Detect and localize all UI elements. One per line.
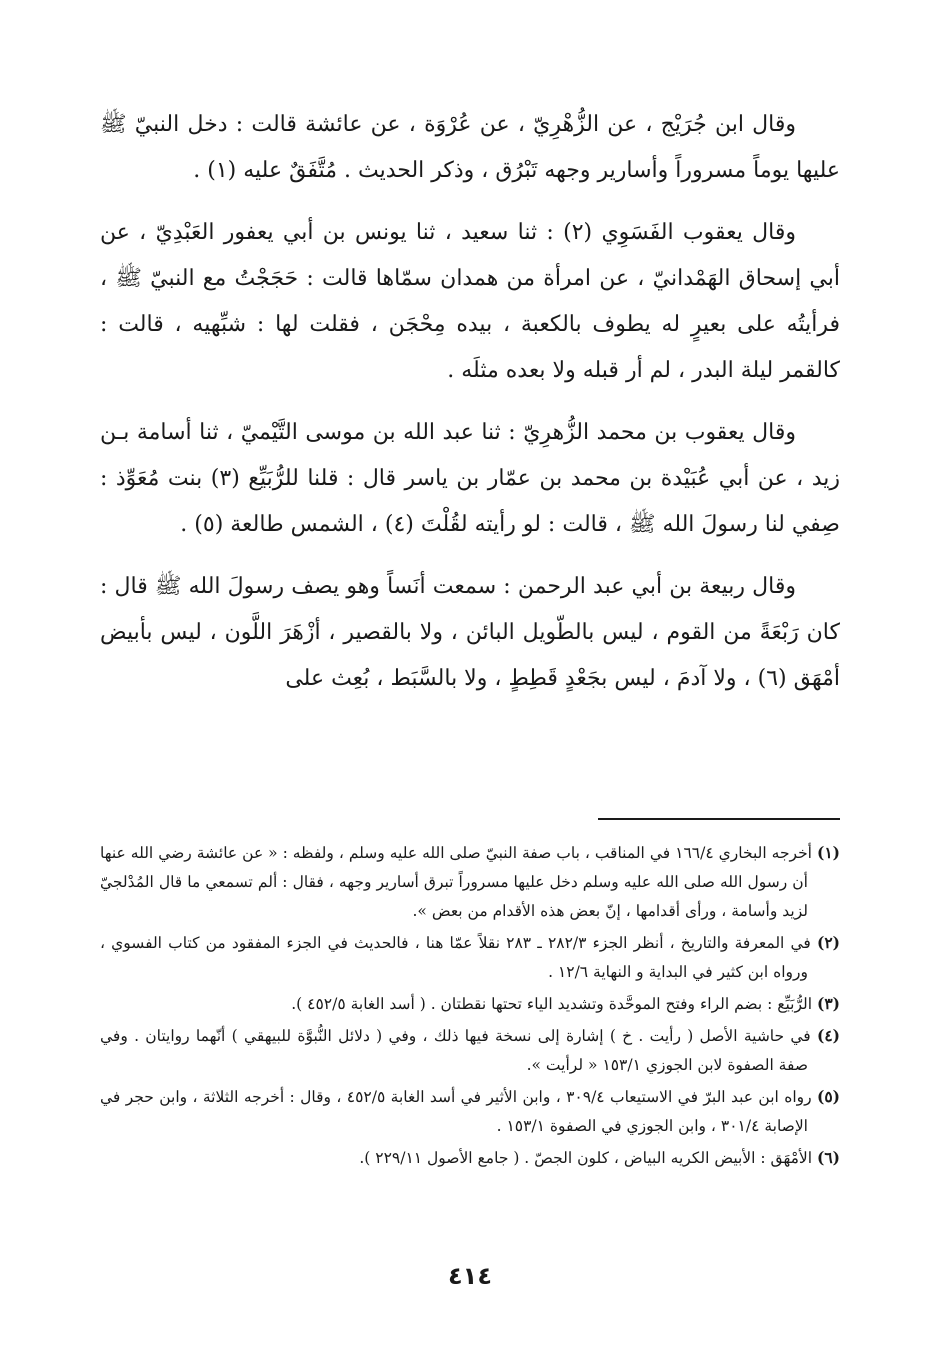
footnote-text: رواه ابن عبد البرّ في الاستيعاب ٣٠٩/٤ ، وابن الأثير في أسد الغابة ٤٥٢/٥ ، وقال : أخرجه الثلاثة ، وابن حجر في الإصابة ٣٠١/٤ ، وابن الجوزي في الصفوة ١٥٣/١ . bbox=[100, 1088, 812, 1135]
page-number: ٤١٤ bbox=[448, 1262, 492, 1290]
footnote-4 bbox=[100, 1021, 840, 1080]
footnote-text: في حاشية الأصل ( رأيت . خ ) إشارة إلى نسخة فيها ذلك ، وفي ( دلائل النُّبوَّة للبيهقي ) أنّهما روايتان . وفي صفة الصفوة لابن الجوزي ١٥٣/١ « لرأيت ». bbox=[100, 1027, 811, 1074]
footnote-number: (٥) bbox=[816, 1087, 840, 1106]
footnote-2 bbox=[100, 928, 840, 987]
footnote-number: (١) bbox=[816, 843, 840, 862]
footnote-text: في المعرفة والتاريخ ، أنظر الجزء ٢٨٢/٣ ـ ٢٨٣ نقلاً عمّا هنا ، فالحديث في الجزء المفقود من كتاب الفسوي ، ورواه ابن كثير في البداية و النهاية ١٢/٦ . bbox=[100, 934, 811, 981]
footnote-1 bbox=[100, 838, 840, 926]
paragraph-2: وقال يعقوب الفَسَوِي (٢) : ثنا سعيد ، ثنا يونس بن أبي يعفور العَبْدِيّ ، عن أبي إسحاق الهَمْدانيّ ، عن امرأة من همدان سمّاها قالت : حَجَجْتُ مع النبيّ ﷺ ، فرأيتُه على بعيرٍ له يطوف بالكعبة ، بيده مِحْجَن ، فقلت لها : شبِّهيه ، قالت : كالقمر ليلة البدر ، لم أر قبله ولا بعده مثلَه . bbox=[100, 220, 840, 383]
footnote-number: (٣) bbox=[816, 994, 840, 1013]
main-text bbox=[100, 102, 840, 702]
footnote-6 bbox=[100, 1143, 840, 1173]
paragraph-1: وقال ابن جُرَيْج ، عن الزُّهْرِيّ ، عن عُرْوَة ، عن عائشة قالت : دخل النبيّ ﷺ عليها يوماً مسروراً وأسارير وجهه تَبْرُق ، وذكر الحديث . مُتَّفَقٌ عليه (١) . bbox=[100, 112, 840, 183]
footnote-text: الرُّبَيِّع : بضم الراء وفتح الموحَّدة وتشديد الياء تحتها نقطتان . ( أسد الغابة ٤٥٢/٥ ). bbox=[291, 995, 813, 1013]
footnotes bbox=[100, 838, 840, 1175]
footnote-number: (٢) bbox=[816, 933, 840, 952]
footnote-divider bbox=[598, 818, 840, 820]
paragraph-4: وقال ربيعة بن أبي عبد الرحمن : سمعت أنَساً وهو يصف رسولَ الله ﷺ قال : كان رَبْعَةً من القوم ، ليس بالطّويل البائن ، ولا بالقصير ، أزْهَرَ اللَّون ، ليس بأبيض أمْهَق (٦) ، ولا آدمَ ، ليس بجَعْدٍ قَطِطٍ ، ولا بالسَّبَط ، بُعِث على bbox=[100, 574, 840, 691]
paragraph-3: وقال يعقوب بن محمد الزُّهرِيّ : ثنا عبد الله بن موسى التَّيْميّ ، ثنا أسامة بـن زيد ، عن أبي عُبَيْدة بن محمد بن عمّار بن ياسر قال : قلنا للرُّبَيِّع (٣) بنت مُعَوِّذ : صِفي لنا رسولَ الله ﷺ ، قالت : لو رأيته لقُلْتَ (٤) ، الشمس طالعة (٥) . bbox=[100, 420, 841, 537]
footnote-text: الأمْهَق : الأبيض الكريه البياض ، كلون الجصّ . ( جامع الأصول ٢٢٩/١١ ). bbox=[359, 1149, 813, 1167]
footnote-3 bbox=[100, 989, 840, 1019]
footnote-5 bbox=[100, 1082, 840, 1141]
footnote-text: أخرجه البخاري ١٦٦/٤ في المناقب ، باب صفة النبيّ صلى الله عليه وسلم ، ولفظه : « عن عائشة رضي الله عنها أن رسول الله صلى الله عليه وسلم دخل عليها مسروراً تبرق أسارير وجهه ، فقال : ألم تسمعي ما قال المُدْلجيّ لزيد وأسامة ، ورأى أقدامها ، إنّ بعض هذه الأقدام من بعض ». bbox=[100, 844, 812, 920]
footnote-number: (٤) bbox=[817, 1026, 841, 1045]
footnote-number: (٦) bbox=[816, 1148, 840, 1167]
